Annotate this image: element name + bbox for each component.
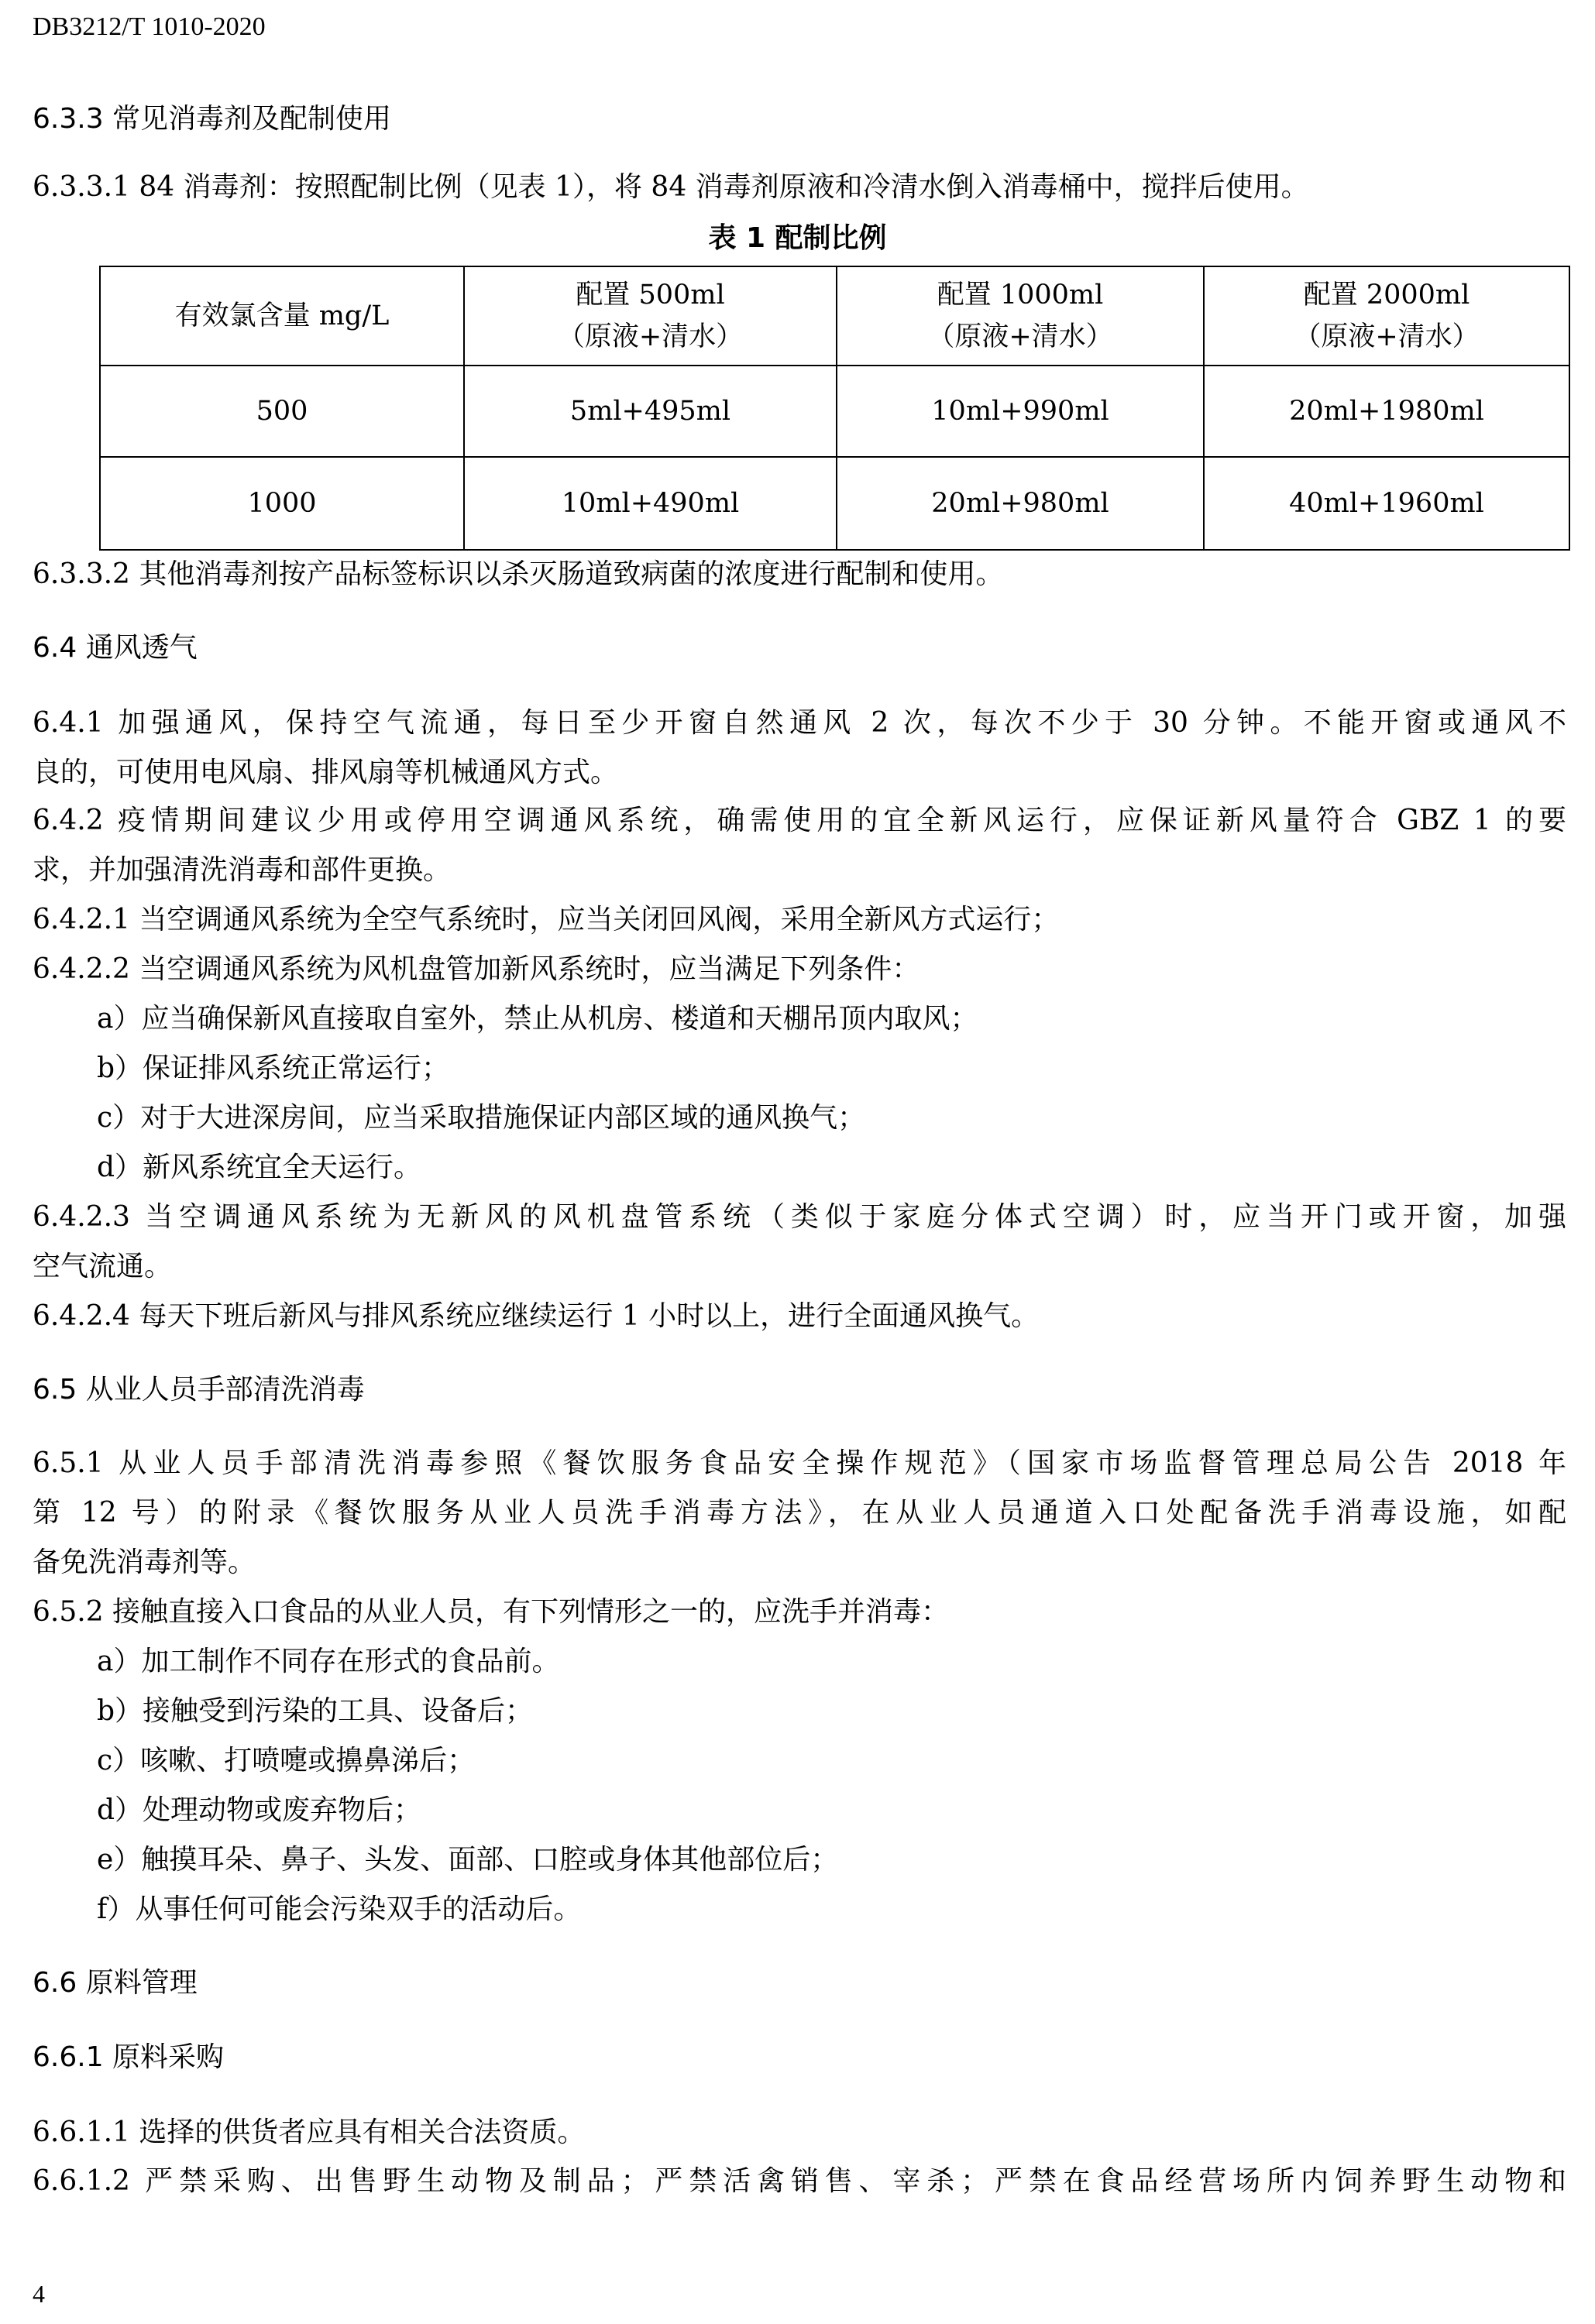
header-cell-1000ml bbox=[837, 266, 1204, 366]
table-cell: 20ml+980ml bbox=[837, 457, 1204, 550]
paragraph-6-3-3-1: 6.3.3.1 84 消毒剂：按照配制比例（见表 1），将 84 消毒剂原液和冷清水倒入消毒桶中，搅拌后使用。 bbox=[33, 171, 1309, 203]
paragraph-6-4-2-3-cont: 空气流通。 bbox=[33, 1251, 173, 1282]
paragraph-6-4-2-1: 6.4.2.1 当空调通风系统为全空气系统时，应当关闭回风阀，采用全新风方式运行； bbox=[33, 904, 1060, 935]
heading-6-4: 6.4 通风透气 bbox=[33, 632, 198, 664]
list-item: c）对于大进深房间，应当采取措施保证内部区域的通风换气； bbox=[97, 1102, 866, 1134]
list-item: e）触摸耳朵、鼻子、头发、面部、口腔或身体其他部位后； bbox=[97, 1844, 839, 1876]
header-cell-sublabel: （原液+清水） bbox=[557, 321, 744, 352]
header-cell-concentration: 有效氯含量 mg/L bbox=[100, 266, 464, 366]
table-row bbox=[100, 366, 1569, 457]
document-id-header: DB3212/T 1010-2020 bbox=[33, 12, 266, 41]
table-cell: 500 bbox=[100, 366, 464, 457]
header-cell-label: 配置 2000ml bbox=[1303, 280, 1470, 311]
page-number: 4 bbox=[33, 2280, 45, 2308]
ratio-table bbox=[99, 266, 1570, 551]
list-item: c）咳嗽、打喷嚏或擤鼻涕后； bbox=[97, 1745, 476, 1776]
paragraph-6-4-2-cont: 求，并加强清洗消毒和部件更换。 bbox=[33, 854, 452, 886]
header-cell-500ml bbox=[464, 266, 837, 366]
list-item: b）保证排风系统正常运行； bbox=[97, 1052, 450, 1084]
header-cell-2000ml bbox=[1204, 266, 1569, 366]
table-cell: 40ml+1960ml bbox=[1204, 457, 1569, 550]
header-cell-sublabel: （原液+清水） bbox=[927, 321, 1113, 352]
paragraph-6-5-2: 6.5.2 接触直接入口食品的从业人员，有下列情形之一的，应洗手并消毒： bbox=[33, 1596, 950, 1628]
table-header-row bbox=[100, 266, 1569, 366]
list-item: f）从事任何可能会污染双手的活动后。 bbox=[97, 1893, 582, 1925]
paragraph-6-3-3-2: 6.3.3.2 其他消毒剂按产品标签标识以杀灭肠道致病菌的浓度进行配制和使用。 bbox=[33, 558, 1004, 590]
heading-6-6: 6.6 原料管理 bbox=[33, 1967, 198, 1999]
heading-6-3-3: 6.3.3 常见消毒剂及配制使用 bbox=[33, 103, 392, 135]
paragraph-6-5-1-cont: 备免洗消毒剂等。 bbox=[33, 1546, 256, 1578]
table-cell: 20ml+1980ml bbox=[1204, 366, 1569, 457]
table-cell: 10ml+490ml bbox=[464, 457, 837, 550]
header-cell-label: 配置 500ml bbox=[576, 280, 725, 311]
paragraph-6-4-2-4: 6.4.2.4 每天下班后新风与排风系统应继续运行 1 小时以上，进行全面通风换气。 bbox=[33, 1300, 1040, 1332]
heading-6-5: 6.5 从业人员手部清洗消毒 bbox=[33, 1374, 365, 1406]
heading-6-6-1: 6.6.1 原料采购 bbox=[33, 2041, 225, 2073]
list-item: a）加工制作不同存在形式的食品前。 bbox=[97, 1646, 560, 1677]
paragraph-6-6-1-1: 6.6.1.1 选择的供货者应具有相关合法资质。 bbox=[33, 2116, 586, 2148]
header-cell-label: 配置 1000ml bbox=[937, 280, 1104, 311]
table-row bbox=[100, 457, 1569, 550]
table-caption: 表 1 配制比例 bbox=[708, 222, 887, 254]
paragraph-6-4-2-3: 6.4.2.3 当空调通风系统为无新风的风机盘管系统（类似于家庭分体式空调）时，应当开门或开窗，加强 bbox=[33, 1201, 1566, 1233]
table-cell: 1000 bbox=[100, 457, 464, 550]
paragraph-6-4-2: 6.4.2 疫情期间建议少用或停用空调通风系统，确需使用的宜全新风运行，应保证新风量符合 GBZ 1 的要 bbox=[33, 805, 1566, 836]
paragraph-6-4-2-2: 6.4.2.2 当空调通风系统为风机盘管加新风系统时，应当满足下列条件： bbox=[33, 953, 920, 985]
paragraph-6-5-1-cont: 第 12 号）的附录《餐饮服务从业人员洗手消毒方法》，在从业人员通道入口处配备洗手消毒设施，如配 bbox=[33, 1497, 1566, 1529]
table-cell: 5ml+495ml bbox=[464, 366, 837, 457]
list-item: b）接触受到污染的工具、设备后； bbox=[97, 1695, 534, 1727]
list-item: d）处理动物或废弃物后； bbox=[97, 1794, 422, 1826]
paragraph-6-4-1-cont: 良的，可使用电风扇、排风扇等机械通风方式。 bbox=[33, 757, 619, 788]
list-item: a）应当确保新风直接取自室外，禁止从机房、楼道和天棚吊顶内取风； bbox=[97, 1003, 978, 1035]
paragraph-6-4-1: 6.4.1 加强通风，保持空气流通，每日至少开窗自然通风 2 次，每次不少于 30 分钟。不能开窗或通风不 bbox=[33, 707, 1566, 739]
paragraph-6-5-1: 6.5.1 从业人员手部清洗消毒参照《餐饮服务食品安全操作规范》（国家市场监督管理总局公告 2018 年 bbox=[33, 1447, 1566, 1479]
header-cell-sublabel: （原液+清水） bbox=[1294, 321, 1480, 352]
list-item: d）新风系统宜全天运行。 bbox=[97, 1152, 422, 1183]
paragraph-6-6-1-2: 6.6.1.2 严禁采购、出售野生动物及制品；严禁活禽销售、宰杀；严禁在食品经营场所内饲养野生动物和 bbox=[33, 2165, 1566, 2197]
table-cell: 10ml+990ml bbox=[837, 366, 1204, 457]
